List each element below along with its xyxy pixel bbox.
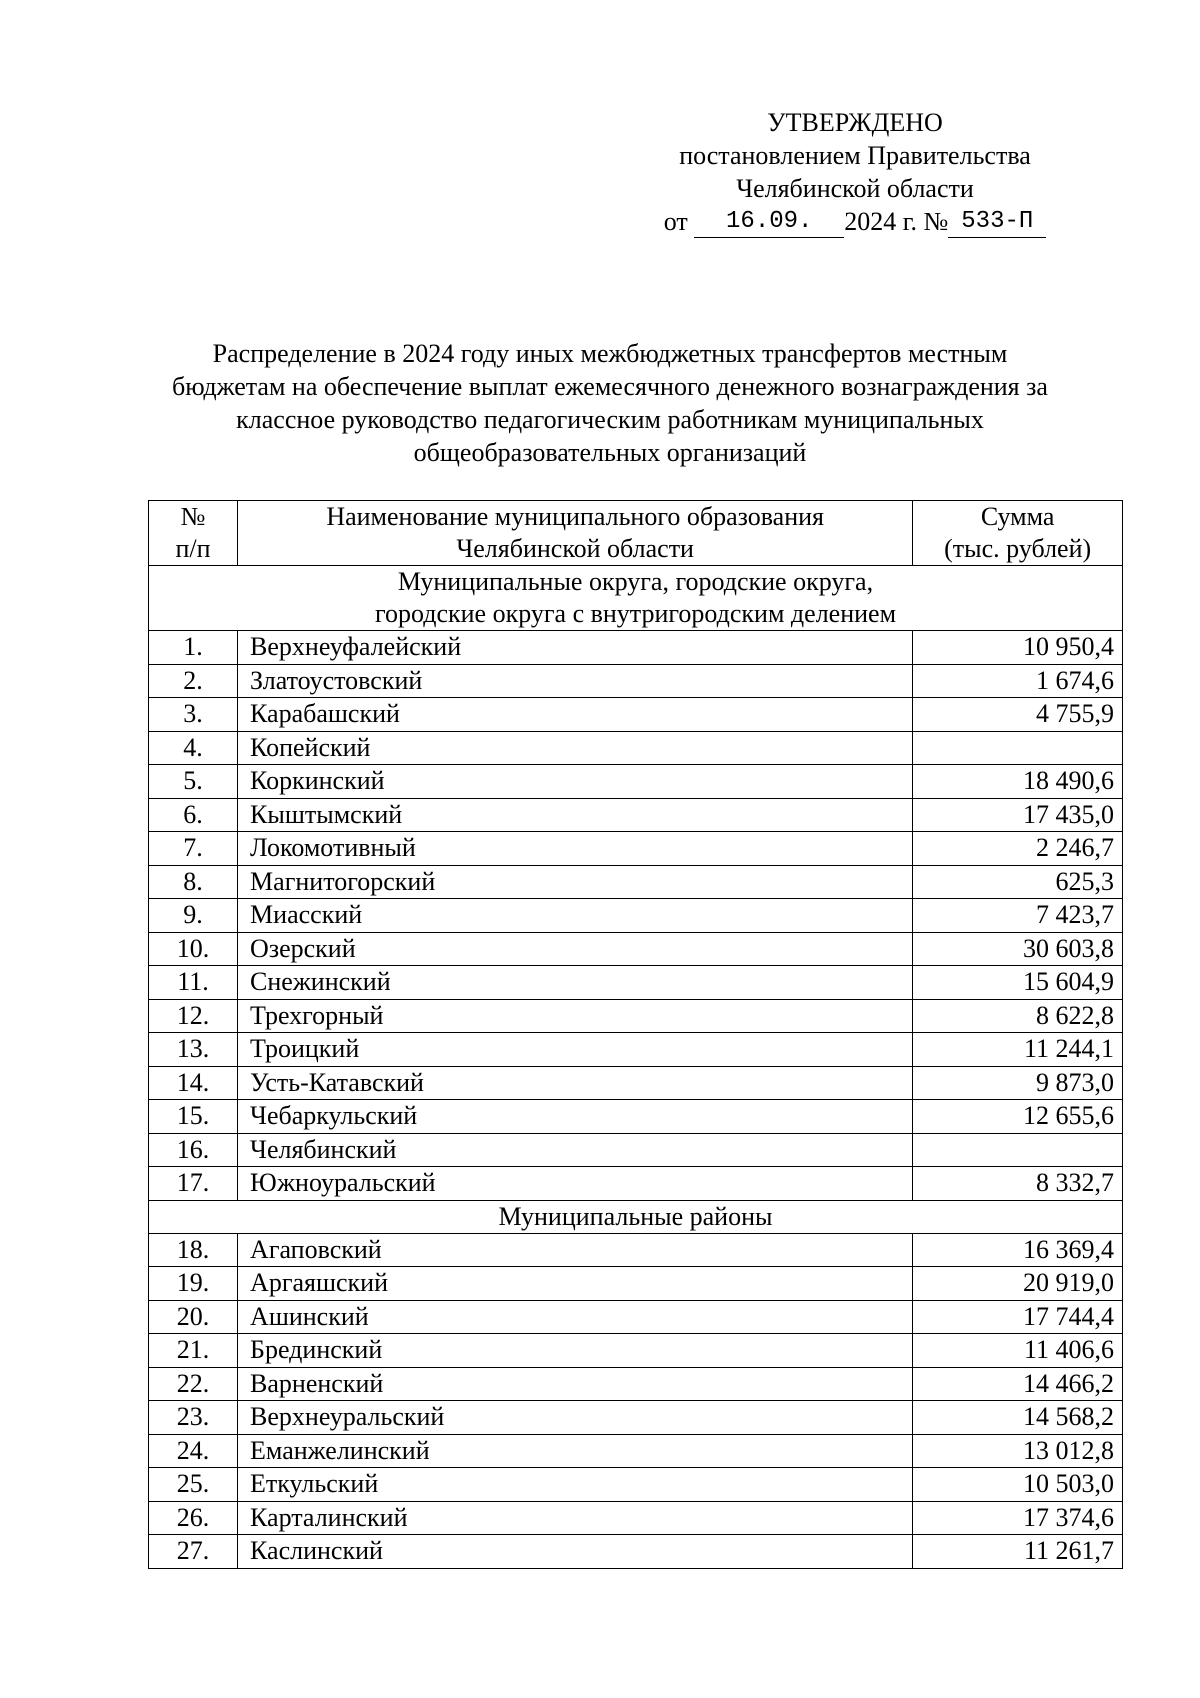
section1-line-2: городские округа с внутригородским делением bbox=[374, 599, 897, 628]
table-row bbox=[149, 1401, 1123, 1435]
table-row bbox=[149, 1233, 1123, 1267]
table-row bbox=[149, 731, 1123, 765]
cell-amount: 17 435,0 bbox=[913, 798, 1123, 832]
cell-number: 22. bbox=[149, 1367, 238, 1401]
cell-municipality: Усть-Катавский bbox=[238, 1066, 913, 1100]
cell-amount: 14 568,2 bbox=[913, 1401, 1123, 1435]
title-line-4: общеобразовательных организаций bbox=[413, 438, 807, 467]
cell-municipality: Карталинский bbox=[238, 1501, 913, 1535]
cell-number: 23. bbox=[149, 1401, 238, 1435]
cell-municipality: Верхнеуральский bbox=[238, 1401, 913, 1435]
cell-municipality: Златоустовский bbox=[238, 664, 913, 698]
cell-number: 21. bbox=[149, 1334, 238, 1368]
cell-municipality: Чебаркульский bbox=[238, 1100, 913, 1134]
table-header-row bbox=[149, 501, 1123, 566]
from-label: от bbox=[663, 207, 688, 236]
cell-number: 10. bbox=[149, 932, 238, 966]
header-sum-line-1: Сумма bbox=[980, 502, 1055, 531]
cell-number: 11. bbox=[149, 966, 238, 1000]
approval-block bbox=[620, 106, 1090, 238]
section-row bbox=[149, 566, 1123, 631]
cell-amount: 15 604,9 bbox=[913, 966, 1123, 1000]
cell-municipality: Ашинский bbox=[238, 1300, 913, 1334]
year-label: 2024 г. № bbox=[844, 207, 949, 236]
cell-number: 26. bbox=[149, 1501, 238, 1535]
table-row bbox=[149, 1334, 1123, 1368]
cell-municipality: Кыштымский bbox=[238, 798, 913, 832]
header-num-line-2: п/п bbox=[175, 534, 211, 563]
cell-amount: 10 503,0 bbox=[913, 1468, 1123, 1502]
table-row bbox=[149, 1033, 1123, 1067]
cell-number: 8. bbox=[149, 865, 238, 899]
cell-amount: 10 950,4 bbox=[913, 631, 1123, 665]
cell-amount: 11 244,1 bbox=[913, 1033, 1123, 1067]
header-num bbox=[149, 501, 238, 566]
cell-municipality: Трехгорный bbox=[238, 999, 913, 1033]
table-row bbox=[149, 1468, 1123, 1502]
cell-number: 18. bbox=[149, 1233, 238, 1267]
cell-amount bbox=[913, 731, 1123, 765]
cell-number: 17. bbox=[149, 1167, 238, 1201]
section1-line-1: Муниципальные округа, городские округа, bbox=[397, 567, 874, 596]
cell-amount: 8 332,7 bbox=[913, 1167, 1123, 1201]
cell-amount: 12 655,6 bbox=[913, 1100, 1123, 1134]
table-row bbox=[149, 1367, 1123, 1401]
approval-heading: УТВЕРЖДЕНО bbox=[767, 108, 943, 137]
cell-number: 19. bbox=[149, 1267, 238, 1301]
table-row bbox=[149, 1535, 1123, 1569]
cell-number: 12. bbox=[149, 999, 238, 1033]
cell-number: 6. bbox=[149, 798, 238, 832]
table-row bbox=[149, 1300, 1123, 1334]
table-row bbox=[149, 798, 1123, 832]
table-row bbox=[149, 664, 1123, 698]
approval-number: 533-П bbox=[948, 207, 1046, 238]
document-title bbox=[120, 337, 1100, 469]
header-sum-line-2: (тыс. рублей) bbox=[944, 534, 1092, 563]
cell-number: 16. bbox=[149, 1133, 238, 1167]
cell-number: 2. bbox=[149, 664, 238, 698]
cell-municipality: Локомотивный bbox=[238, 832, 913, 866]
section-heading-municipal-areas: Муниципальные районы bbox=[149, 1200, 1123, 1233]
cell-municipality: Еманжелинский bbox=[238, 1434, 913, 1468]
cell-amount: 4 755,9 bbox=[913, 698, 1123, 732]
table-row bbox=[149, 966, 1123, 1000]
cell-number: 5. bbox=[149, 765, 238, 799]
cell-number: 13. bbox=[149, 1033, 238, 1067]
cell-municipality: Челябинский bbox=[238, 1133, 913, 1167]
table-row bbox=[149, 698, 1123, 732]
cell-amount: 14 466,2 bbox=[913, 1367, 1123, 1401]
approval-date-line bbox=[620, 205, 1090, 238]
section-row bbox=[149, 1200, 1123, 1233]
cell-amount: 9 873,0 bbox=[913, 1066, 1123, 1100]
distribution-table bbox=[148, 500, 1123, 1569]
cell-number: 15. bbox=[149, 1100, 238, 1134]
approval-line-2: постановлением Правительства bbox=[679, 141, 1031, 170]
cell-amount: 17 744,4 bbox=[913, 1300, 1123, 1334]
cell-amount: 17 374,6 bbox=[913, 1501, 1123, 1535]
cell-municipality: Варненский bbox=[238, 1367, 913, 1401]
cell-number: 1. bbox=[149, 631, 238, 665]
cell-municipality: Копейский bbox=[238, 731, 913, 765]
cell-amount: 30 603,8 bbox=[913, 932, 1123, 966]
cell-municipality: Еткульский bbox=[238, 1468, 913, 1502]
table-row bbox=[149, 1133, 1123, 1167]
cell-municipality: Каслинский bbox=[238, 1535, 913, 1569]
cell-number: 7. bbox=[149, 832, 238, 866]
cell-municipality: Магнитогорский bbox=[238, 865, 913, 899]
table-row bbox=[149, 1267, 1123, 1301]
cell-municipality: Верхнеуфалейский bbox=[238, 631, 913, 665]
cell-municipality: Коркинский bbox=[238, 765, 913, 799]
header-num-line-1: № bbox=[180, 502, 206, 531]
table-row bbox=[149, 999, 1123, 1033]
cell-number: 24. bbox=[149, 1434, 238, 1468]
approval-line-3: Челябинской области bbox=[736, 174, 974, 203]
cell-number: 27. bbox=[149, 1535, 238, 1569]
table-row bbox=[149, 832, 1123, 866]
cell-number: 4. bbox=[149, 731, 238, 765]
cell-municipality: Миасский bbox=[238, 899, 913, 933]
cell-number: 9. bbox=[149, 899, 238, 933]
table-row bbox=[149, 899, 1123, 933]
table-row bbox=[149, 765, 1123, 799]
table-row bbox=[149, 932, 1123, 966]
cell-amount: 11 261,7 bbox=[913, 1535, 1123, 1569]
cell-municipality: Озерский bbox=[238, 932, 913, 966]
approval-date: 16.09. bbox=[694, 207, 844, 238]
cell-amount bbox=[913, 1133, 1123, 1167]
cell-number: 14. bbox=[149, 1066, 238, 1100]
cell-amount: 7 423,7 bbox=[913, 899, 1123, 933]
table-row bbox=[149, 1100, 1123, 1134]
cell-municipality: Брединский bbox=[238, 1334, 913, 1368]
cell-number: 25. bbox=[149, 1468, 238, 1502]
table-row bbox=[149, 1434, 1123, 1468]
cell-amount: 8 622,8 bbox=[913, 999, 1123, 1033]
cell-amount: 2 246,7 bbox=[913, 832, 1123, 866]
cell-municipality: Троицкий bbox=[238, 1033, 913, 1067]
header-name bbox=[238, 501, 913, 566]
table-row bbox=[149, 1501, 1123, 1535]
cell-municipality: Снежинский bbox=[238, 966, 913, 1000]
cell-amount: 625,3 bbox=[913, 865, 1123, 899]
title-line-1: Распределение в 2024 году иных межбюджетных трансфертов местным bbox=[212, 339, 1008, 368]
header-name-line-1: Наименование муниципального образования bbox=[326, 502, 825, 531]
cell-amount: 16 369,4 bbox=[913, 1233, 1123, 1267]
cell-amount: 13 012,8 bbox=[913, 1434, 1123, 1468]
table-row bbox=[149, 865, 1123, 899]
title-line-3: классное руководство педагогическим работникам муниципальных bbox=[236, 405, 984, 434]
title-line-2: бюджетам на обеспечение выплат ежемесячного денежного вознаграждения за bbox=[172, 372, 1048, 401]
table-row bbox=[149, 1066, 1123, 1100]
section-heading-districts bbox=[149, 566, 1123, 631]
cell-amount: 20 919,0 bbox=[913, 1267, 1123, 1301]
cell-amount: 18 490,6 bbox=[913, 765, 1123, 799]
table-row bbox=[149, 1167, 1123, 1201]
cell-number: 3. bbox=[149, 698, 238, 732]
cell-number: 20. bbox=[149, 1300, 238, 1334]
header-name-line-2: Челябинской области bbox=[456, 534, 694, 563]
cell-municipality: Южноуральский bbox=[238, 1167, 913, 1201]
cell-municipality: Аргаяшский bbox=[238, 1267, 913, 1301]
cell-municipality: Агаповский bbox=[238, 1233, 913, 1267]
table-row bbox=[149, 631, 1123, 665]
header-sum bbox=[913, 501, 1123, 566]
cell-municipality: Карабашский bbox=[238, 698, 913, 732]
cell-amount: 11 406,6 bbox=[913, 1334, 1123, 1368]
cell-amount: 1 674,6 bbox=[913, 664, 1123, 698]
